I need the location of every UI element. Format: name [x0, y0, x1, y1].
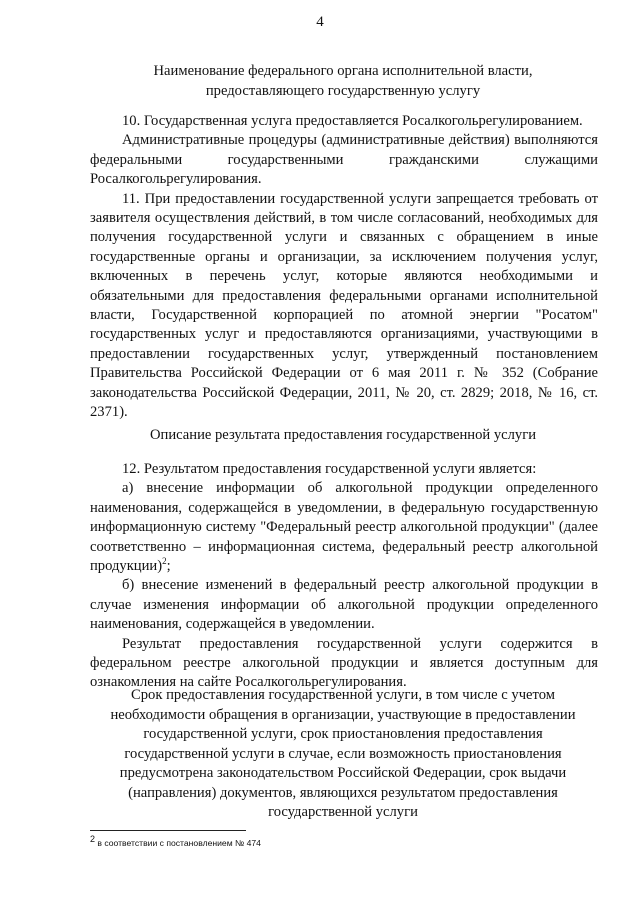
paragraph-10-admin: Административные процедуры (административные действия) выполняются федеральными государственными гражданскими служащими Росалкогольрегулирования. — [90, 132, 598, 188]
heading-line: предоставляющего государственную услугу — [205, 82, 481, 99]
footnote-text: в соответствии с постановлением № 474 — [95, 838, 261, 848]
heading-line: государственной услуги, срок приостановления предоставления — [143, 726, 543, 742]
paragraph-12-a-end: ; — [166, 558, 171, 575]
section-heading-term — [88, 686, 598, 823]
page-number: 4 — [316, 14, 324, 30]
footnote-number: 2 — [90, 834, 96, 845]
paragraph-12-result: Результат предоставления государственной услуги содержится в федеральном реестре алкогольной продукции и является доступным для ознакомления на сайте Росалкогольрегулирования. — [90, 635, 598, 691]
paragraph-12-a — [90, 479, 598, 576]
paragraph-12-a-text: а) внесение информации об алкогольной продукции определенного наименования, содержащейся в уведомлении, в федеральную государственную информационную систему "Федеральный реестр алкогольной продукции" (далее соответственно – информационная система, федеральный реестр алкогольной продукции) — [90, 480, 598, 575]
section-result-body — [90, 460, 598, 693]
paragraph-12: 12. Результатом предоставления государственной услуги является: — [122, 461, 537, 477]
heading-line: государственной услуги в случае, если возможность приостановления — [124, 745, 562, 762]
heading-line: (направления) документов, являющихся результатом предоставления — [128, 784, 558, 801]
paragraph-10: 10. Государственная услуга предоставляется Росалкогольрегулированием. — [122, 113, 583, 129]
heading-line: необходимости обращения в организации, участвующие в предоставлении — [110, 706, 576, 723]
heading-line: предусмотрена законодательством Российской Федерации, срок выдачи — [119, 765, 567, 781]
heading-line: государственной услуги — [268, 804, 418, 820]
footnote-reference[interactable]: 2 — [162, 556, 167, 567]
section-agency-body — [90, 112, 598, 423]
footnote-divider — [90, 830, 246, 831]
heading-line: Срок предоставления государственной услуги, в том числе с учетом — [131, 687, 555, 703]
section-heading-result: Описание результата предоставления государственной услуги — [149, 427, 537, 443]
paragraph-11: 11. При предоставлении государственной услуги запрещается требовать от заявителя осуществления действий, в том числе согласований, необходимых для получения государственной услуги и связанных с обращением в иные государственные органы и организации, за исключением получения услуг, включенных в перечень услуг, которые являются необходимыми и обязательными для предоставления федеральными органами исполнительной власти, Государственной корпорацией по атомной энергии "Росатом" государственных услуг и предоставляются организациями, участвующими в предоставлении государственных услуг, утвержденный постановлением Правительства Российской Федерации от 6 мая 2011 г. № 352 (Собрание законодательства Российской Федерации, 2011, № 20, ст. 2829; 2018, № 16, ст. 2371). — [90, 190, 598, 421]
paragraph-12-b: б) внесение изменений в федеральный реестр алкогольной продукции в случае изменения информации об алкогольной продукции определенного наименования, содержащейся в уведомлении. — [90, 577, 598, 633]
section-heading-agency — [88, 62, 598, 101]
heading-line: Наименование федерального органа исполнительной власти, — [153, 63, 533, 79]
footnote — [90, 834, 261, 848]
